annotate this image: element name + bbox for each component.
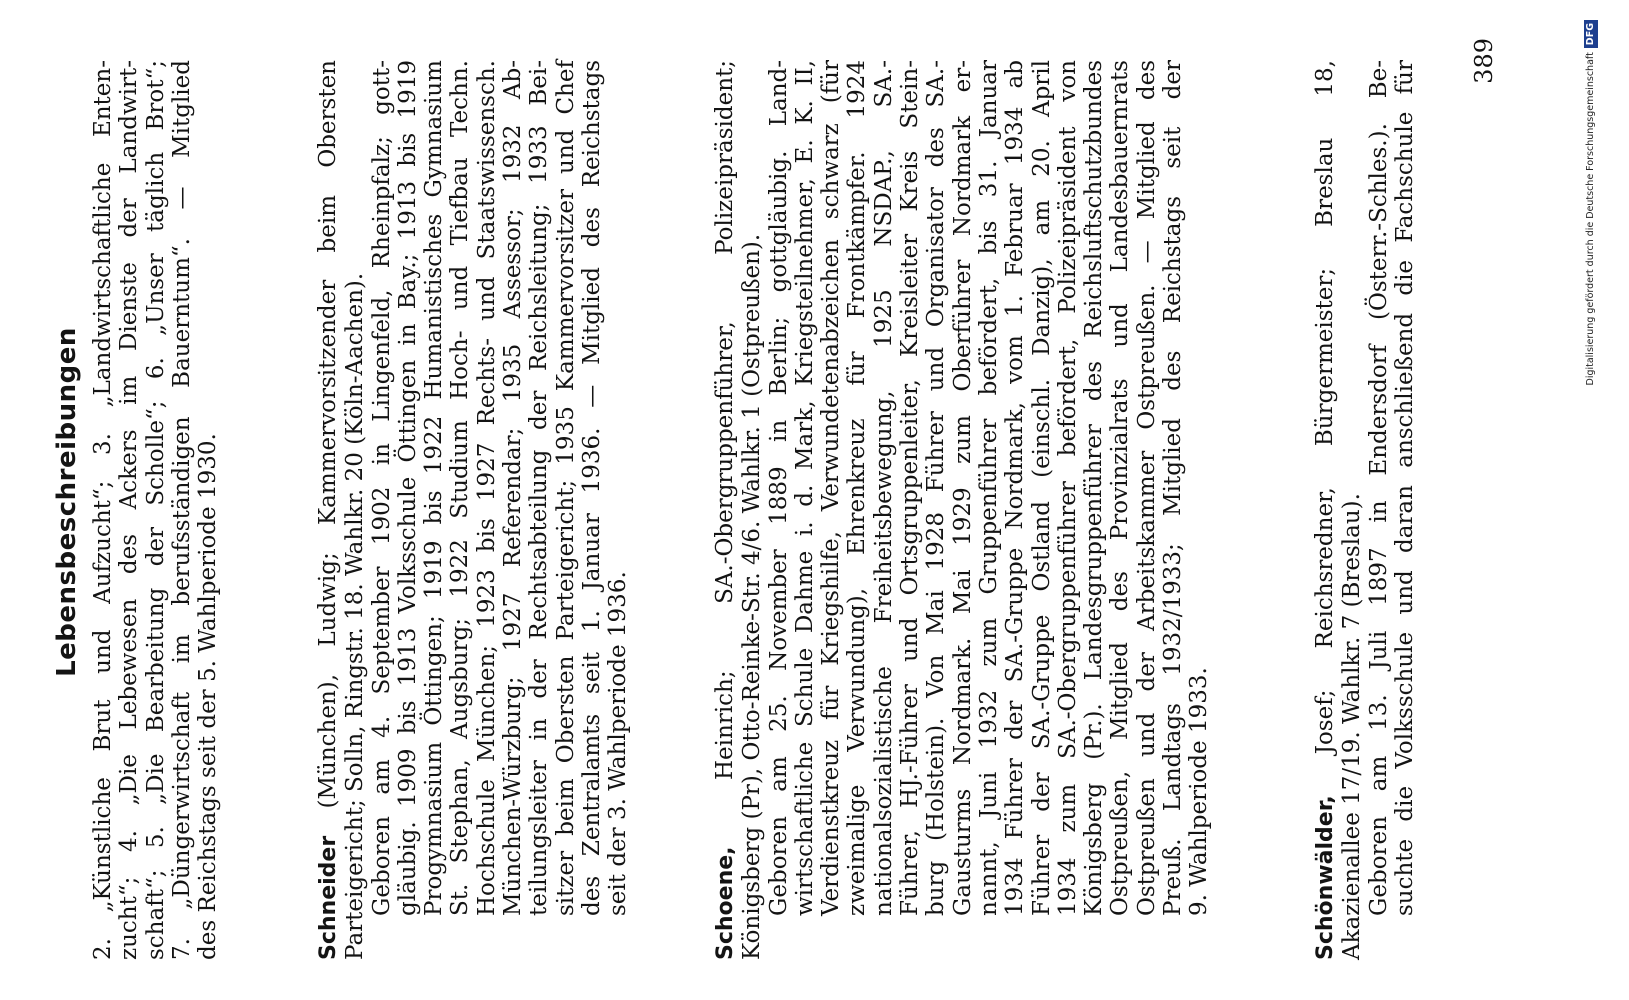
text-line: 7. „Düngerwirtschaft im berufsständigen Bauerntum“. — Mitglied — [168, 60, 195, 960]
text-line: sitzer beim Obersten Parteigericht; 1935 Kammervorsitzer und Chef — [552, 60, 579, 916]
text-line: St. Stephan, Augsburg; 1922 Studium Hoch- und Tiefbau Techn. — [447, 60, 474, 916]
entry-heading: Josef; Reichsredner, Bürgermeister; Breslau 18, — [1312, 60, 1338, 796]
text-line: nannt, Juni 1932 zum Gruppenführer befördert, bis 31. Januar — [975, 60, 1002, 916]
text-line: 2. „Künstliche Brut und Aufzucht“; 3. „Landwirtschaftliche Enten- — [90, 60, 116, 960]
text-line: Geboren am 25. November 1889 in Berlin; gottgläubig. Land- — [765, 60, 792, 916]
text-line: seit der 3. Wahlperiode 1936. — [605, 571, 632, 916]
text-line: Führer, HJ.-Führer und Ortsgruppenleiter, Kreisleiter Kreis Stein- — [897, 60, 924, 916]
text-line: suchte die Volksschule und daran anschließend die Fachschule für — [1391, 60, 1418, 916]
text-line: Gausturms Nordmark. Mai 1929 zum Oberführer Nordmark er- — [949, 60, 976, 916]
entry-heading: Königsberg (Pr), Otto-Reinke-Str. 4/6. Wahlkr. 1 (Ostpreußen). — [739, 233, 766, 960]
entry-schoenwaelder — [1312, 60, 1418, 960]
entry-name: Schönwälder, — [1313, 795, 1338, 960]
text-line: Preuß. Landtags 1932/1933; Mitglied des Reichstags seit der — [1160, 60, 1187, 916]
entry-name: Schoene, — [713, 846, 738, 960]
text-line: Ostpreußen und der Arbeitskammer Ostpreußen. — Mitglied des — [1133, 60, 1160, 916]
text-line: nationalsozialistische Freiheitsbewegung, 1925 NSDAP., SA.- — [870, 60, 897, 916]
text-line: München-Würzburg; 1927 Referendar; 1935 Assessor; 1932 Ab- — [500, 60, 527, 916]
text-line: Führer der SA.-Gruppe Ostland (einschl. Danzig), am 20. April — [1028, 60, 1055, 916]
text-line: Progymnasium Öttingen; 1919 bis 1922 Humanistisches Gymnasium — [421, 60, 448, 916]
entry-schneider — [315, 60, 632, 960]
text-line: 9. Wahlperiode 1933. — [1186, 667, 1213, 916]
text-line: des Reichstags seit der 5. Wahlperiode 1930. — [195, 433, 222, 960]
entry-schoene — [712, 60, 1213, 960]
entry-heading: Parteigericht; Solln, Ringstr. 18. Wahlkr. 20 (Köln-Aachen). — [342, 272, 369, 960]
text-line: des Zentralamts seit 1. Januar 1936. — Mitglied des Reichstags — [578, 60, 605, 916]
text-line: schaft“; 5. „Die Bearbeitung der Scholle“; 6. „Unser täglich Brot“; — [142, 60, 169, 960]
text-line: Verdienstkreuz für Kriegshilfe, Verwundetenabzeichen schwarz (für — [818, 60, 845, 916]
text-line: wirtschaftliche Schule Dahme i. d. Mark, Kriegsteilnehmer, E. K. II, — [791, 60, 818, 916]
entry-name: Schneider — [316, 835, 341, 960]
text-line: Königsberg (Pr.). Landesgruppenführer des Reichsluftschutzbundes — [1081, 60, 1108, 916]
entry-heading: (München), Ludwig; Kammervorsitzender beim Obersten — [315, 60, 341, 836]
text-line: 1934 Führer der SA.-Gruppe Nordmark, vom 1. Februar 1934 ab — [1002, 60, 1029, 916]
text-line: burg (Holstein). Von Mai 1928 Führer und Organisator des SA.- — [923, 60, 950, 916]
text-line: Hochschule München; 1923 bis 1927 Rechts- und Staatswissensch. — [473, 60, 500, 916]
text-line: 1934 zum SA.-Obergruppenführer befördert, Polizeipräsident von — [1054, 60, 1081, 916]
dfg-logo: DFG — [1584, 20, 1598, 48]
text-line: gläubig. 1909 bis 1913 Volksschule Öttingen in Bay.; 1913 bis 1919 — [394, 60, 421, 916]
page-title: Lebensbeschreibungen — [52, 327, 82, 677]
credit-text: Digitalisierung gefördert durch die Deutsche Forschungsgemeinschaft — [1585, 52, 1596, 386]
text-line: Geboren am 13. Juli 1897 in Endersdorf (Österr.-Schles.). Be- — [1365, 60, 1392, 916]
intro-paragraph — [90, 60, 221, 960]
text-line: teilungsleiter in der Rechtsabteilung der Reichsleitung; 1933 Bei- — [526, 60, 553, 916]
entry-heading: Akazienallee 17/19. Wahlkr. 7 (Breslau). — [1339, 493, 1366, 960]
text-line: zucht“; 4. „Die Lebewesen des Ackers im Dienste der Landwirt- — [116, 60, 143, 960]
text-line: zweimalige Verwundung), Ehrenkreuz für Frontkämpfer. 1924 — [844, 60, 871, 916]
digitization-credit — [1580, 20, 1602, 980]
text-line: Ostpreußen, Mitglied des Provinzialrats und Landesbauernrats — [1107, 60, 1134, 916]
entry-heading: Heinrich; SA.-Obergruppenführer, Polizeipräsident; — [712, 60, 738, 847]
text-line: Geboren am 4. September 1902 in Lingenfeld, Rheinpfalz; gott- — [368, 60, 395, 916]
page-number: 389 — [1470, 38, 1498, 84]
